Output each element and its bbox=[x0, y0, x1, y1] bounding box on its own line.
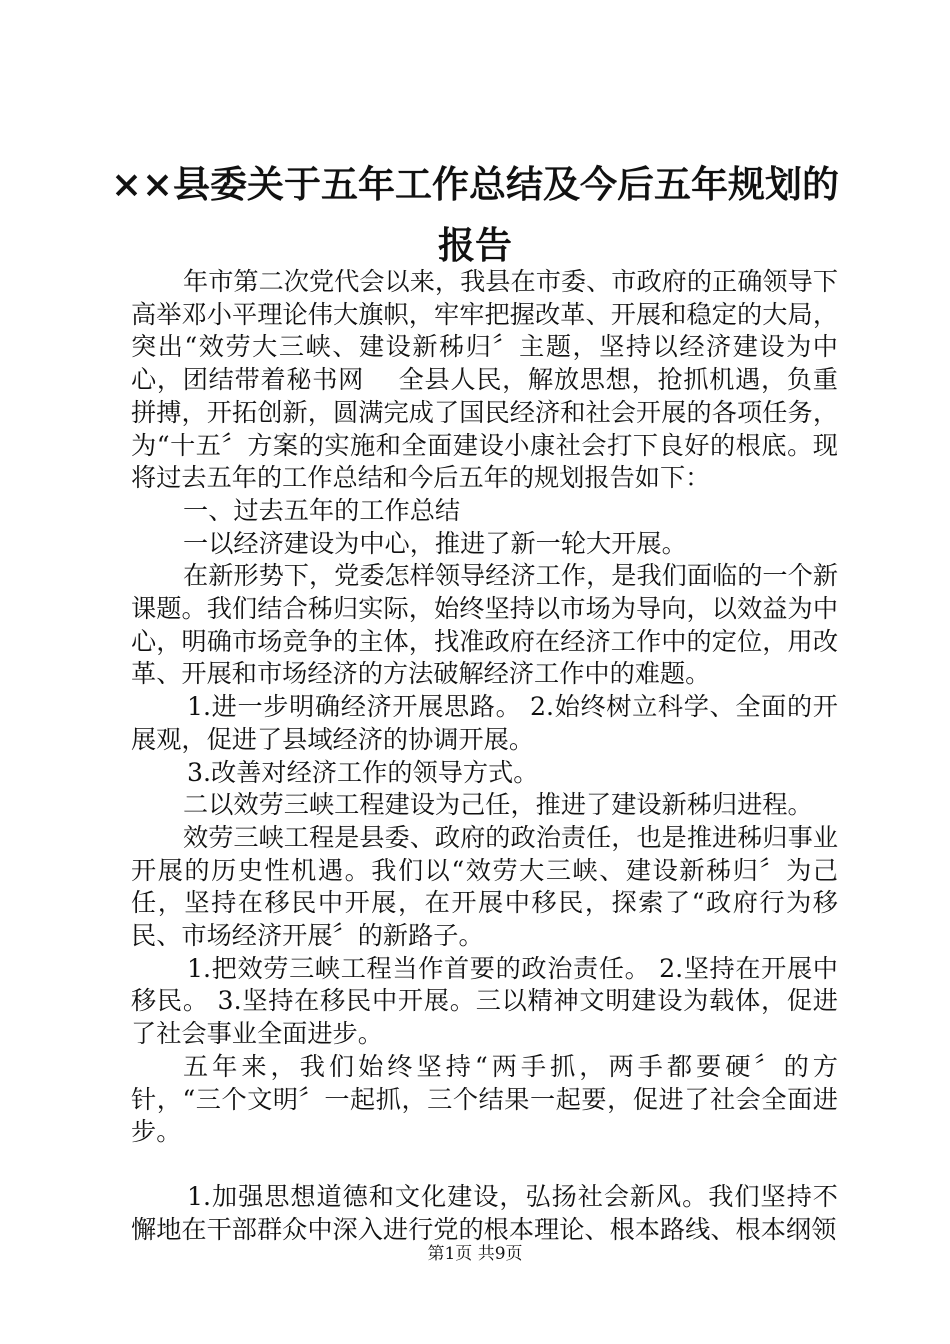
paragraph-intro: 年市第二次党代会以来，我县在市委、市政府的正确领导下高举邓小平理论伟大旗帜，牢牢把握改革、开展和稳定的大局，突出“效劳大三峡、建设新秭归〞主题，坚持以经济建设为中心，团结带着秘书网 全县人民，解放思想，抢抓机遇，负重拼搏，开拓创新，圆满完成了国民经济和社会开展的各项任务，为“十五〞方案的实施和全面建设小康社会打下良好的根底。现将过去五年的工作总结和今后五年的规划报告如下： bbox=[131, 267, 838, 493]
page-footer: 第1页 共9页 bbox=[427, 1244, 523, 1264]
subsection-heading-2: 二以效劳三峡工程建设为己任，推进了建设新秭归进程。 bbox=[183, 790, 813, 820]
section-heading-1: 一、过去五年的工作总结 bbox=[183, 495, 461, 525]
paragraph-five-years: 五年来，我们始终坚持“两手抓，两手都要硬〞的方针，“三个文明〞一起抓，三个结果一起要，促进了社会全面进步。 bbox=[131, 1051, 838, 1147]
document-body bbox=[131, 266, 838, 1246]
list-item-economy-1-2: 1.进一步明确经济开展思路。 2.始终树立科学、全面的开展观，促进了县域经济的协调开展。 bbox=[131, 692, 838, 754]
document-title-line-2: 报告 bbox=[438, 223, 512, 267]
document-title-line-1: ××县委关于五年工作总结及今后五年规划的 bbox=[110, 162, 839, 206]
subsection-heading-1: 一以经济建设为中心，推进了新一轮大开展。 bbox=[183, 528, 687, 558]
paragraph-three-gorges: 效劳三峡工程是县委、政府的政治责任，也是推进秭归事业开展的历史性机遇。我们以“效劳大三峡、建设新秭归〞为己任，坚持在移民中开展，在开展中移民，探索了“政府行为移民、市场经济开展〞的新路子。 bbox=[131, 822, 838, 951]
paragraph-gap bbox=[131, 1149, 838, 1181]
list-item-three-gorges: 1.把效劳三峡工程当作首要的政治责任。 2.坚持在开展中移民。 3.坚持在移民中开展。三以精神文明建设为载体，促进了社会事业全面进步。 bbox=[131, 953, 838, 1049]
list-item-economy-3: 3.改善对经济工作的领导方式。 bbox=[187, 757, 539, 787]
list-item-culture: 1.加强思想道德和文化建设，弘扬社会新风。我们坚持不懈地在干部群众中深入进行党的根本理论、根本路线、根本纲领 bbox=[131, 1181, 838, 1244]
paragraph-economy: 在新形势下，党委怎样领导经济工作，是我们面临的一个新课题。我们结合秭归实际，始终坚持以市场为导向，以效益为中心，明确市场竞争的主体，找准政府在经济工作中的定位，用改革、开展和市场经济的方法破解经济工作中的难题。 bbox=[131, 561, 838, 689]
